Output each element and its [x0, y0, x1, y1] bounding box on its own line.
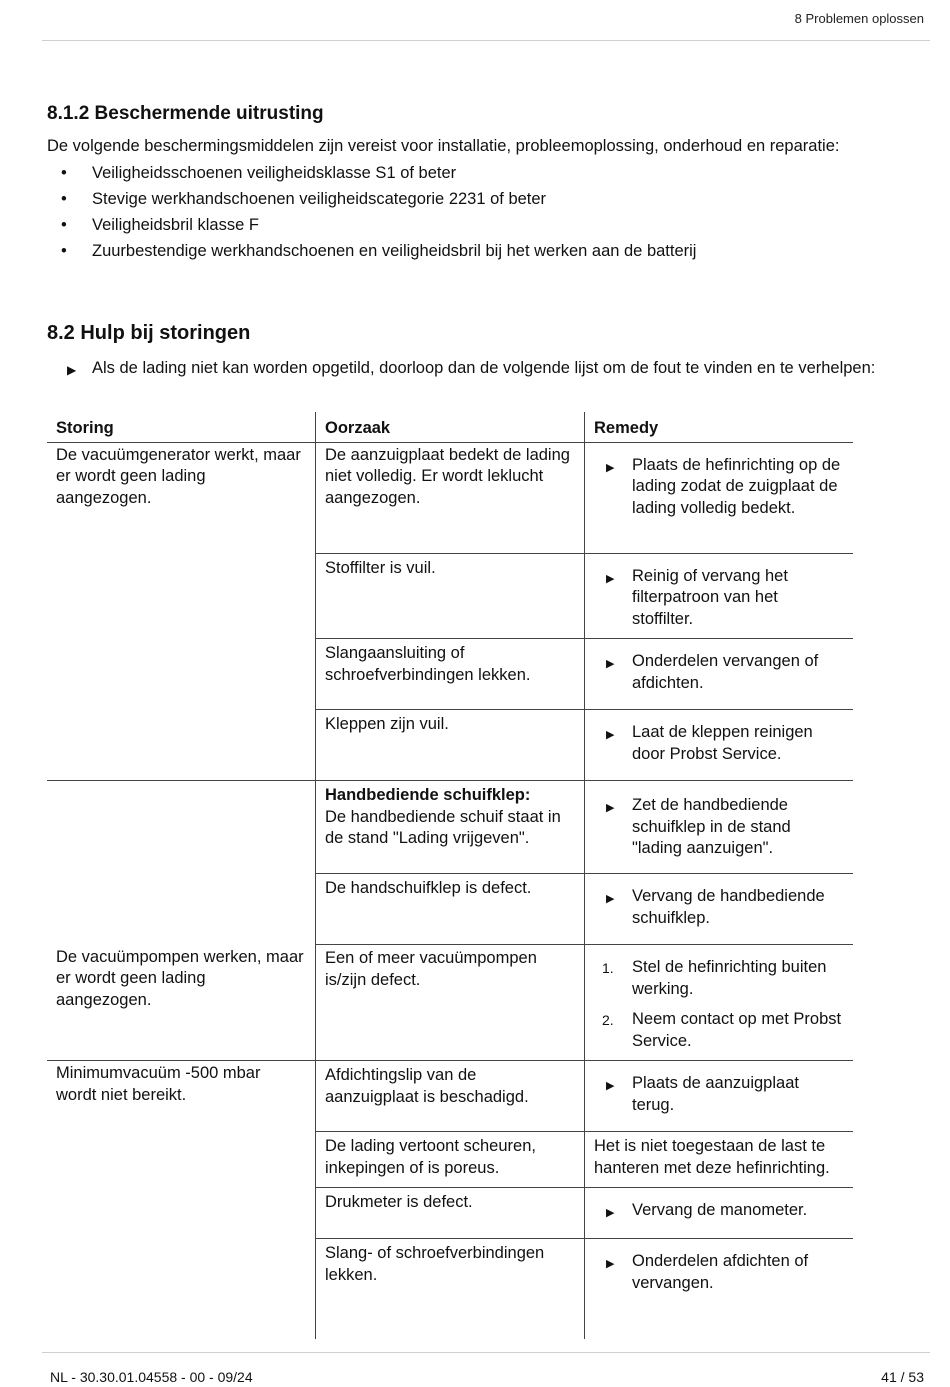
instruction-text: Als de lading niet kan worden opgetild, doorloop dan de volgende lijst om de fout te vinden en te verhelpen: [92, 359, 876, 377]
arrow-right-icon: ▶ [67, 363, 77, 377]
cause-cell: De lading vertoont scheuren, inkepingen of is poreus. [316, 1132, 585, 1188]
list-item-text: Veiligheidsschoenen veiligheidsklasse S1 of beter [92, 164, 457, 182]
arrow-right-icon: ▶ [606, 1080, 615, 1092]
equipment-list [47, 163, 732, 267]
remedy-text: Stel de hefinrichting buiten werking. [632, 958, 827, 998]
cause-cell: De handschuifklep is defect. [316, 874, 585, 945]
remedy-text: Neem contact op met Probst Service. [632, 1010, 842, 1050]
list-item-text: Stevige werkhandschoenen veiligheidscategorie 2231 of beter [92, 190, 547, 208]
step-number: 1. [602, 960, 614, 976]
column-header-remedy: Remedy [585, 412, 854, 442]
remedy-cell [585, 1061, 854, 1132]
remedy-text: Plaats de hefinrichting op de lading zodat de zuigplaat de lading volledig bedekt. [632, 455, 841, 517]
table-row [47, 442, 853, 553]
cause-cell: De aanzuigplaat bedekt de lading niet volledig. Er wordt leklucht aangezogen. [316, 442, 585, 553]
remedy-cell: Het is niet toegestaan de last te hanteren met deze hefinrichting. [585, 1132, 854, 1188]
remedy-cell [585, 874, 854, 945]
remedy-cell [585, 710, 854, 781]
column-header-storing: Storing [47, 412, 316, 442]
cause-heading: Handbediende schuifklep: [325, 786, 531, 804]
remedy-cell [585, 1188, 854, 1239]
cause-cell: Afdichtingslip van de aanzuigplaat is beschadigd. [316, 1061, 585, 1132]
cause-cell: Slang- of schroefverbindingen lekken. [316, 1239, 585, 1340]
footer-divider [42, 1352, 930, 1353]
arrow-right-icon: ▶ [606, 1258, 615, 1270]
remedy-cell [585, 442, 854, 553]
table-header-row [47, 412, 853, 442]
remedy-cell [585, 1239, 854, 1340]
document-id: NL - 30.30.01.04558 - 00 - 09/24 [50, 1369, 253, 1385]
arrow-right-icon: ▶ [606, 729, 615, 741]
remedy-cell [585, 553, 854, 639]
cause-cell: Drukmeter is defect. [316, 1188, 585, 1239]
cause-cell: Slangaansluiting of schroefverbindingen lekken. [316, 639, 585, 710]
list-item-text: Zuurbestendige werkhandschoenen en veiligheidsbril bij het werken aan de batterij [92, 242, 697, 260]
cause-cell: Kleppen zijn vuil. [316, 710, 585, 781]
arrow-right-icon: ▶ [606, 461, 615, 474]
column-header-oorzaak: Oorzaak [316, 412, 585, 442]
remedy-text: Vervang de handbediende schuifklep. [632, 887, 825, 927]
instruction-step [47, 358, 907, 379]
remedy-text: Vervang de manometer. [632, 1201, 808, 1219]
table-row [47, 945, 853, 1061]
fault-text: De vacuümgenerator werkt, maar er wordt geen lading aangezogen. [56, 445, 301, 507]
remedy-text: Laat de kleppen reinigen door Probst Service. [632, 723, 813, 763]
arrow-right-icon: ▶ [606, 893, 615, 905]
bullet-icon: • [61, 190, 67, 208]
step-number: 2. [602, 1012, 614, 1028]
remedy-text: Onderdelen vervangen of afdichten. [632, 652, 819, 692]
fault-cell: De vacuümpompen werken, maar er wordt geen lading aangezogen. [47, 945, 316, 1061]
remedy-text: Zet de handbediende schuifklep in de stand "lading aanzuigen". [632, 796, 791, 857]
bullet-icon: • [61, 216, 67, 234]
remedy-text: Plaats de aanzuigplaat terug. [632, 1074, 799, 1114]
section-intro: De volgende beschermingsmiddelen zijn vereist voor installatie, probleemoplossing, onderhoud en reparatie: [47, 137, 840, 155]
arrow-right-icon: ▶ [606, 1207, 615, 1219]
cause-cell: Stoffilter is vuil. [316, 553, 585, 639]
fault-cell-empty [47, 781, 316, 945]
troubleshooting-table [47, 412, 853, 1339]
bullet-icon: • [61, 164, 67, 182]
running-header: 8 Problemen oplossen [794, 11, 924, 26]
bullet-icon: • [61, 242, 67, 260]
list-item [47, 241, 732, 262]
fault-cell [47, 442, 316, 781]
page-number: 41 / 53 [881, 1369, 924, 1385]
arrow-right-icon: ▶ [606, 802, 615, 814]
arrow-right-icon: ▶ [606, 572, 615, 585]
remedy-cell [585, 781, 854, 874]
fault-cell: Minimumvacuüm -500 mbar wordt niet bereikt. [56, 1064, 261, 1104]
table-row [47, 781, 853, 874]
remedy-text: Onderdelen afdichten of vervangen. [632, 1252, 809, 1292]
cause-cell [316, 781, 585, 874]
section-title-protective-equipment: 8.1.2 Beschermende uitrusting [47, 103, 324, 124]
section-title-troubleshooting: 8.2 Hulp bij storingen [47, 322, 251, 344]
cause-text: De handbediende schuif staat in de stand "Lading vrijgeven". [325, 807, 561, 847]
remedy-cell [585, 945, 854, 1061]
table-row [47, 1061, 853, 1132]
list-item [47, 163, 732, 184]
arrow-right-icon: ▶ [606, 658, 615, 670]
list-item [47, 189, 732, 210]
list-item-text: Veiligheidsbril klasse F [92, 216, 259, 234]
remedy-text: Reinig of vervang het filterpatroon van het stoffilter. [632, 566, 788, 628]
list-item [47, 215, 732, 236]
remedy-cell [585, 639, 854, 710]
header-divider [42, 40, 930, 41]
cause-cell: Een of meer vacuümpompen is/zijn defect. [316, 945, 585, 1061]
